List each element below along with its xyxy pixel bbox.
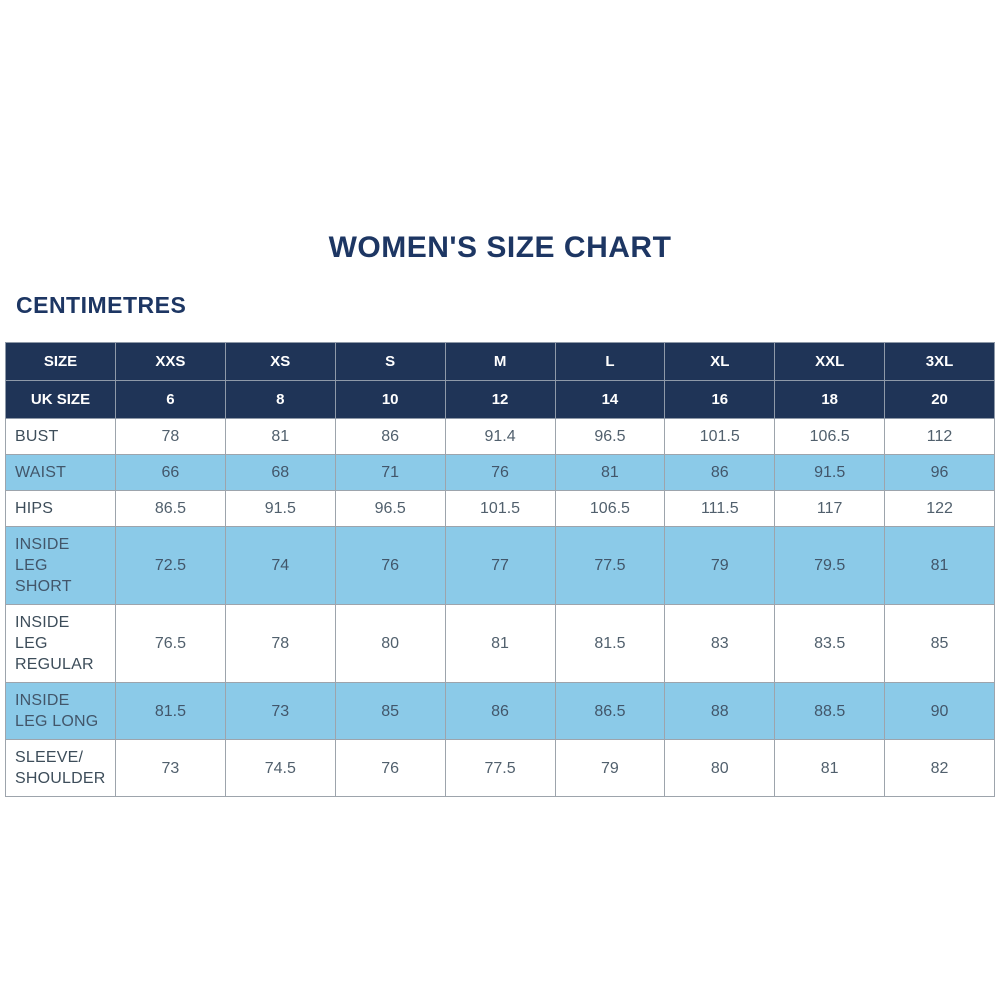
table-cell: 79 xyxy=(665,527,775,605)
table-header xyxy=(6,343,995,419)
header-cell: 16 xyxy=(665,381,775,419)
header-cell: XL xyxy=(665,343,775,381)
table-cell: 73 xyxy=(225,683,335,740)
table-cell: 79 xyxy=(555,740,665,797)
table-cell: 72.5 xyxy=(116,527,226,605)
row-label: SLEEVE/ SHOULDER xyxy=(6,740,116,797)
table-cell: 73 xyxy=(116,740,226,797)
table-cell: 80 xyxy=(335,605,445,683)
header-cell: 3XL xyxy=(885,343,995,381)
table-cell: 74.5 xyxy=(225,740,335,797)
table-cell: 91.4 xyxy=(445,419,555,455)
header-cell: S xyxy=(335,343,445,381)
table-cell: 86 xyxy=(335,419,445,455)
table-cell: 82 xyxy=(885,740,995,797)
table-cell: 96 xyxy=(885,455,995,491)
table-cell: 117 xyxy=(775,491,885,527)
table-row xyxy=(6,419,995,455)
table-cell: 76 xyxy=(335,740,445,797)
table-cell: 78 xyxy=(225,605,335,683)
table-row xyxy=(6,527,995,605)
table-cell: 91.5 xyxy=(225,491,335,527)
header-cell: L xyxy=(555,343,665,381)
row-label: INSIDE LEG REGULAR xyxy=(6,605,116,683)
table-cell: 111.5 xyxy=(665,491,775,527)
table-cell: 81 xyxy=(225,419,335,455)
header-cell: M xyxy=(445,343,555,381)
table-cell: 122 xyxy=(885,491,995,527)
header-cell: XXS xyxy=(116,343,226,381)
page-title: WOMEN'S SIZE CHART xyxy=(328,231,672,264)
table-cell: 81 xyxy=(555,455,665,491)
table-cell: 86 xyxy=(665,455,775,491)
table-body xyxy=(6,419,995,797)
table-cell: 78 xyxy=(116,419,226,455)
header-cell: 10 xyxy=(335,381,445,419)
header-cell: 20 xyxy=(885,381,995,419)
table-cell: 81.5 xyxy=(116,683,226,740)
table-row xyxy=(6,740,995,797)
table-cell: 76 xyxy=(445,455,555,491)
header-row-label: SIZE xyxy=(6,343,116,381)
header-cell: 14 xyxy=(555,381,665,419)
table-cell: 86.5 xyxy=(555,683,665,740)
table-cell: 96.5 xyxy=(335,491,445,527)
table-cell: 81 xyxy=(885,527,995,605)
header-row-uk-size xyxy=(6,381,995,419)
table-cell: 81.5 xyxy=(555,605,665,683)
table-cell: 88 xyxy=(665,683,775,740)
header-cell: 18 xyxy=(775,381,885,419)
table-cell: 80 xyxy=(665,740,775,797)
table-cell: 77 xyxy=(445,527,555,605)
table-cell: 86 xyxy=(445,683,555,740)
row-label: INSIDE LEG SHORT xyxy=(6,527,116,605)
row-label: BUST xyxy=(6,419,116,455)
table-cell: 112 xyxy=(885,419,995,455)
table-cell: 66 xyxy=(116,455,226,491)
table-cell: 76.5 xyxy=(116,605,226,683)
table-cell: 77.5 xyxy=(555,527,665,605)
table-cell: 101.5 xyxy=(445,491,555,527)
table-cell: 86.5 xyxy=(116,491,226,527)
table-cell: 88.5 xyxy=(775,683,885,740)
table-cell: 77.5 xyxy=(445,740,555,797)
header-cell: 12 xyxy=(445,381,555,419)
table-cell: 90 xyxy=(885,683,995,740)
table-cell: 71 xyxy=(335,455,445,491)
table-cell: 85 xyxy=(335,683,445,740)
table-cell: 74 xyxy=(225,527,335,605)
table-cell: 106.5 xyxy=(555,491,665,527)
size-chart-table xyxy=(5,342,995,797)
table-cell: 83.5 xyxy=(775,605,885,683)
table-cell: 91.5 xyxy=(775,455,885,491)
table-cell: 101.5 xyxy=(665,419,775,455)
table-row xyxy=(6,605,995,683)
table-cell: 85 xyxy=(885,605,995,683)
unit-label: CENTIMETRES xyxy=(16,292,187,318)
table-row xyxy=(6,491,995,527)
table-row xyxy=(6,455,995,491)
table-row xyxy=(6,683,995,740)
header-row-size xyxy=(6,343,995,381)
table-cell: 81 xyxy=(775,740,885,797)
header-cell: 6 xyxy=(116,381,226,419)
table-cell: 79.5 xyxy=(775,527,885,605)
table-cell: 76 xyxy=(335,527,445,605)
header-row-label: UK SIZE xyxy=(6,381,116,419)
table-cell: 83 xyxy=(665,605,775,683)
table-cell: 106.5 xyxy=(775,419,885,455)
table-cell: 68 xyxy=(225,455,335,491)
row-label: INSIDE LEG LONG xyxy=(6,683,116,740)
row-label: HIPS xyxy=(6,491,116,527)
table-cell: 81 xyxy=(445,605,555,683)
header-cell: XS xyxy=(225,343,335,381)
row-label: WAIST xyxy=(6,455,116,491)
header-cell: 8 xyxy=(225,381,335,419)
header-cell: XXL xyxy=(775,343,885,381)
table-cell: 96.5 xyxy=(555,419,665,455)
